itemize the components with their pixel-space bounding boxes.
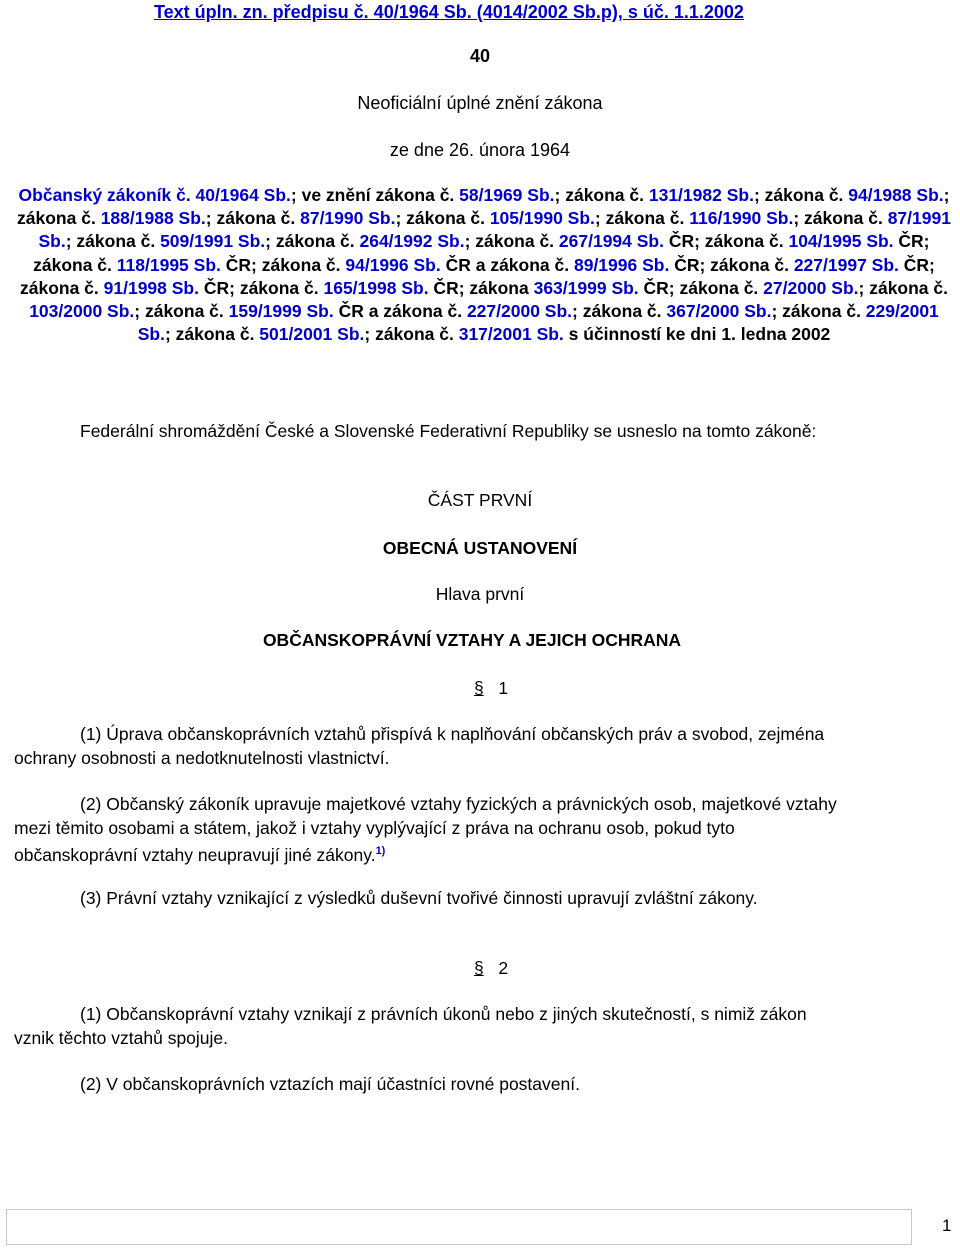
amendment-text: ; zákona č. — [164, 324, 260, 345]
amendment-link[interactable]: 94/1988 Sb. — [848, 185, 944, 205]
amendment-link[interactable]: 317/2001 Sb. — [458, 324, 564, 345]
section-2-heading — [474, 958, 508, 979]
amendment-text: ČR a zákona č. — [333, 301, 467, 322]
amendment-text: ; zákona č. — [464, 231, 559, 252]
head-title: OBČANSKOPRÁVNÍ VZTAHY A JEJICH OCHRANA — [262, 630, 682, 650]
amendment-text: ; zákona č. — [65, 231, 161, 252]
amendment-link[interactable]: 229/2001 Sb. — [137, 301, 939, 345]
amendment-text: ČR; zákona č. — [220, 254, 346, 275]
paragraph-line: (3) Právní vztahy vznikající z výsledků duševní tvořivé činnosti upravují zvláštní zákony. — [80, 888, 758, 908]
amendment-text: ČR a zákona č. — [440, 254, 574, 275]
section-1-paragraph-3 — [14, 887, 954, 911]
paragraph-text: občanskoprávní vztahy neupravují jiné zákony. — [14, 844, 376, 865]
section-2-paragraph-2 — [14, 1073, 954, 1097]
amendment-link[interactable]: 159/1999 Sb. — [228, 301, 334, 322]
section-number: 2 — [498, 958, 509, 978]
paragraph-line: (1) Úprava občanskoprávních vztahů přispívá k naplňování občanských práv a svobod, zejména — [80, 724, 825, 744]
section-1-paragraph-2 — [14, 793, 954, 867]
amendment-text: ČR; zákona č. — [663, 231, 789, 252]
section-sign: § — [474, 958, 484, 978]
amendment-link[interactable]: 105/1990 Sb. — [489, 208, 595, 229]
amendment-link[interactable]: 363/1999 Sb. — [533, 277, 639, 298]
paragraph-line — [14, 840, 954, 867]
amendment-link[interactable]: 103/2000 Sb. — [29, 301, 135, 322]
paragraph-line: ochrany osobnosti a nedotknutelnosti vlastnictví. — [14, 747, 390, 768]
section-number: 1 — [498, 678, 509, 698]
amendment-link[interactable]: 501/2001 Sb. — [259, 324, 365, 345]
paragraph-line: (2) V občanskoprávních vztazích mají účastníci rovné postavení. — [80, 1074, 580, 1094]
part-heading: ČÁST PRVNÍ — [427, 490, 533, 510]
paragraph-line: (1) Občanskoprávní vztahy vznikají z právních úkonů nebo z jiných skutečností, s nimiž zákon — [80, 1004, 807, 1024]
amendment-text: ČR; zákona č. — [199, 277, 324, 298]
amendment-link[interactable]: 118/1995 Sb. — [116, 254, 221, 275]
amendments-list — [14, 184, 954, 346]
amendment-link[interactable]: 58/1969 Sb. — [459, 185, 555, 205]
amendment-link[interactable]: 94/1996 Sb. — [345, 254, 441, 275]
amendment-text: ; zákona č. — [753, 185, 849, 205]
amendment-text: ; ve znění zákona č. — [290, 185, 460, 205]
amendment-text: ČR; zákona č. — [669, 254, 794, 275]
paragraph-line: (2) Občanský zákoník upravuje majetkové vztahy fyzických a právnických osob, majetkové vztahy — [80, 794, 837, 814]
amendment-text: s účinností ke dni 1. ledna 2002 — [563, 324, 831, 345]
amendment-text: ; zákona č. — [594, 208, 690, 229]
amendment-link[interactable]: Občanský zákoník č. 40/1964 Sb. — [18, 185, 291, 205]
amendment-link[interactable]: 165/1998 Sb. — [323, 277, 429, 298]
amendment-text: ; zákona č. — [265, 231, 360, 252]
amendment-link[interactable]: 227/1997 Sb. — [793, 254, 899, 275]
amendment-text: ; zákona č. — [205, 208, 301, 229]
amendment-text: ; zákona č. — [858, 277, 948, 298]
amendment-text: ČR; zákona č. — [33, 231, 930, 275]
amendment-link[interactable]: 27/2000 Sb. — [763, 277, 859, 298]
law-title: Neoficiální úplné znění zákona — [357, 93, 603, 113]
amendment-link[interactable]: 89/1996 Sb. — [573, 254, 670, 275]
amendment-link[interactable]: 116/1990 Sb. — [689, 208, 794, 229]
amendment-link[interactable]: 267/1994 Sb. — [558, 231, 664, 252]
section-2-paragraph-1 — [14, 1003, 954, 1050]
section-1-paragraph-1 — [14, 723, 954, 770]
amendment-link[interactable]: 104/1995 Sb. — [788, 231, 894, 252]
paragraph-line: mezi těmito osobami a státem, jakož i vztahy vyplývající z práva na ochranu osob, pokud tyto — [14, 817, 735, 838]
amendment-text: ; zákona č. — [572, 301, 667, 322]
amendment-link[interactable]: 227/2000 Sb. — [466, 301, 573, 322]
source-link[interactable]: Text úpln. zn. předpisu č. 40/1964 Sb. (4014/2002 Sb.p), s úč. 1.1.2002 — [154, 2, 744, 22]
amendment-text: ; zákona č. — [17, 185, 950, 229]
amendment-text: ; zákona č. — [771, 301, 866, 322]
amendment-text: ; zákona č. — [793, 208, 888, 229]
amendment-link[interactable]: 367/2000 Sb. — [666, 301, 772, 322]
amendment-text: ; zákona č. — [554, 185, 649, 205]
amendment-link[interactable]: 188/1988 Sb. — [100, 208, 206, 229]
amendment-link[interactable]: 87/1991 Sb. — [38, 208, 951, 252]
general-provisions-heading: OBECNÁ USTANOVENÍ — [382, 538, 578, 558]
amendment-link[interactable]: 87/1990 Sb. — [300, 208, 396, 229]
section-1-heading — [474, 678, 508, 699]
section-sign: § — [474, 678, 484, 698]
law-date: ze dne 26. února 1964 — [389, 140, 571, 160]
footnote-link[interactable]: 1) — [375, 845, 386, 857]
law-number: 40 — [469, 46, 491, 66]
head-heading: Hlava první — [435, 584, 525, 604]
amendment-text: ; zákona č. — [364, 324, 459, 345]
amendment-text: ; zákona č. — [134, 301, 229, 322]
amendment-link[interactable]: 509/1991 Sb. — [160, 231, 266, 252]
paragraph-line: vznik těchto vztahů spojuje. — [14, 1027, 229, 1048]
amendment-link[interactable]: 264/1992 Sb. — [359, 231, 465, 252]
amendment-text: ČR; zákona č. — [638, 277, 764, 298]
amendment-text: ČR; zákona č. — [19, 254, 935, 298]
amendment-text: ; zákona č. — [395, 208, 490, 229]
footer-frame — [6, 1209, 912, 1245]
page-number: 1 — [942, 1216, 952, 1235]
amendment-link[interactable]: 131/1982 Sb. — [648, 185, 754, 205]
amendment-text: ČR; zákona — [428, 277, 534, 298]
preamble: Federální shromáždění České a Slovenské Federativní Republiky se usneslo na tomto zákoně: — [80, 421, 817, 441]
amendment-link[interactable]: 91/1998 Sb. — [103, 277, 199, 298]
